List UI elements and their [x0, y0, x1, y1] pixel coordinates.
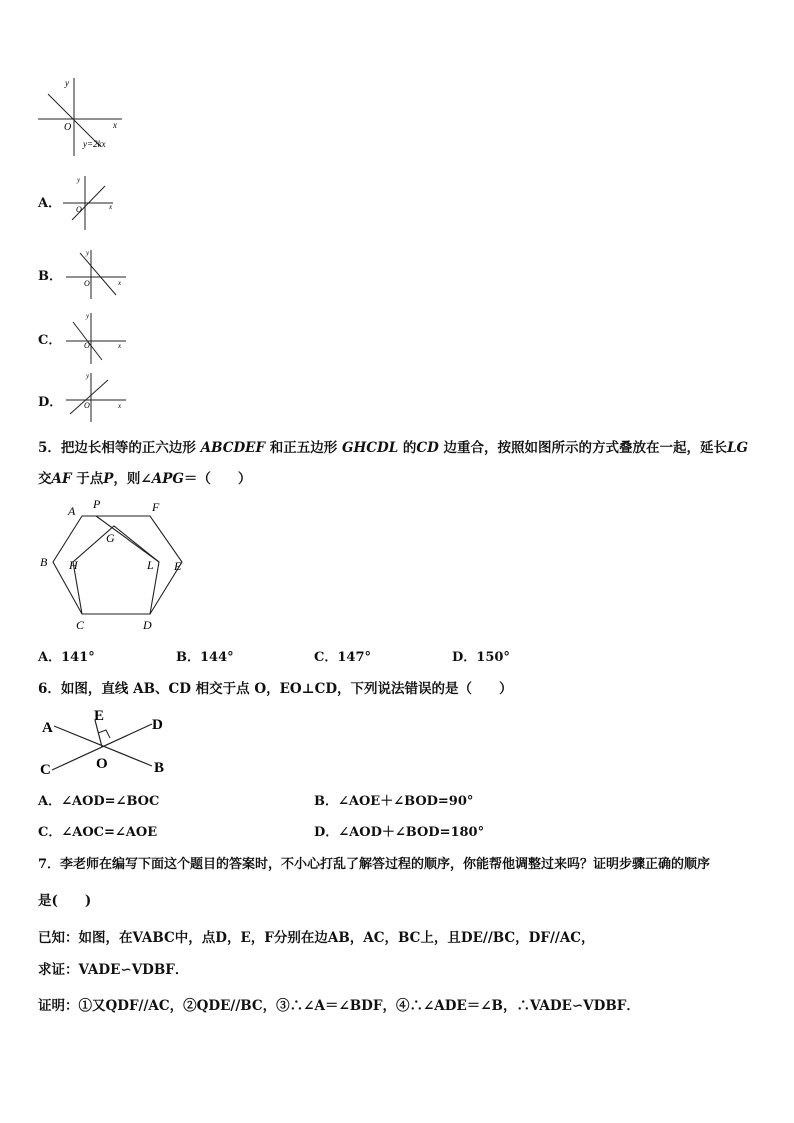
top-graph [30, 72, 140, 162]
q4-option-d-graph[interactable] [58, 370, 128, 426]
q6-option-d[interactable]: D．∠AOD＋∠BOD=180° [314, 825, 485, 840]
label-o: O [96, 756, 108, 772]
label-e: E [174, 559, 182, 573]
q6-figure [36, 704, 176, 776]
q5-option-a[interactable]: A．141° [38, 650, 95, 665]
q5-stem-line2: 交AF 于点P，则∠APG＝（ ） [38, 471, 252, 487]
label-f: F [152, 500, 160, 514]
label-d: D [152, 717, 163, 733]
q7-proof: 证明：①又QDF//AC，②QDE//BC，③∴∠A＝∠BDF，④∴∠ADE＝∠B，∴VADE∽VDBF． [38, 998, 640, 1014]
q6-option-a[interactable]: A．∠AOD=∠BOC [38, 794, 160, 809]
q4-option-d-letter: D． [38, 395, 63, 410]
origin-label: O [64, 122, 72, 133]
svg-text:y: y [86, 312, 90, 320]
x-axis-label: x [113, 120, 117, 130]
y-axis-label: y [65, 78, 69, 88]
q5-stem-line1: 5．把边长相等的正六边形 ABCDEF 和正五边形 GHCDL 的CD 边重合，按照如图所示的方式叠放在一起，延长LG [38, 440, 749, 456]
q5-hexagon-figure [36, 494, 196, 636]
q4-option-b-letter: B． [38, 269, 62, 284]
q7-stem-line1: 7．李老师在编写下面这个题目的答案时，不小心打乱了解答过程的顺序，你能帮他调整过来吗？证明步骤正确的顺序 [38, 857, 711, 872]
svg-text:y: y [86, 372, 90, 380]
q7-stem-line2: 是( ) [38, 893, 92, 909]
q4-option-a-graph[interactable] [58, 172, 123, 234]
label-b: B [40, 555, 48, 569]
label-b: B [154, 760, 165, 776]
svg-text:x: x [118, 279, 122, 287]
q5-option-c[interactable]: C．147° [314, 650, 371, 665]
q4-option-a-letter: A． [38, 196, 62, 211]
label-d: D [143, 618, 152, 632]
label-l: L [147, 558, 154, 572]
q6-option-b[interactable]: B．∠AOE＋∠BOD=90° [314, 794, 474, 809]
q6-stem: 6．如图，直线 AB、CD 相交于点 O，EO⊥CD，下列说法错误的是（ ） [38, 681, 513, 697]
q6-option-c[interactable]: C．∠AOC=∠AOE [38, 825, 158, 840]
svg-text:O: O [84, 341, 90, 350]
label-a: A [42, 720, 53, 736]
svg-text:O: O [84, 279, 90, 288]
label-p: P [93, 497, 101, 511]
graph-line [80, 253, 116, 295]
q7-prove: 求证：VADE∽VDBF． [38, 962, 189, 978]
q4-option-c-graph[interactable] [58, 310, 128, 368]
q5-option-b[interactable]: B．144° [176, 650, 234, 665]
q4-option-b-graph[interactable] [58, 247, 128, 303]
line-label: y=2kx [83, 139, 106, 149]
svg-text:x: x [118, 342, 122, 350]
label-c: C [40, 762, 51, 776]
q7-given: 已知：如图，在VABC中，点D，E，F分别在边AB，AC，BC上，且DE//BC，DF//AC， [38, 930, 595, 946]
label-g: G [106, 531, 115, 545]
svg-text:O: O [84, 401, 90, 410]
label-e: E [94, 708, 105, 724]
label-c: C [76, 618, 85, 632]
svg-text:y: y [86, 249, 90, 257]
svg-text:x: x [118, 402, 122, 410]
svg-text:O: O [76, 205, 82, 214]
label-a: A [68, 504, 76, 518]
svg-text:x: x [109, 203, 113, 211]
q5-option-d[interactable]: D．150° [452, 650, 510, 665]
svg-text:y: y [77, 176, 81, 184]
q4-option-c-letter: C． [38, 333, 62, 348]
label-h: H [69, 558, 78, 572]
